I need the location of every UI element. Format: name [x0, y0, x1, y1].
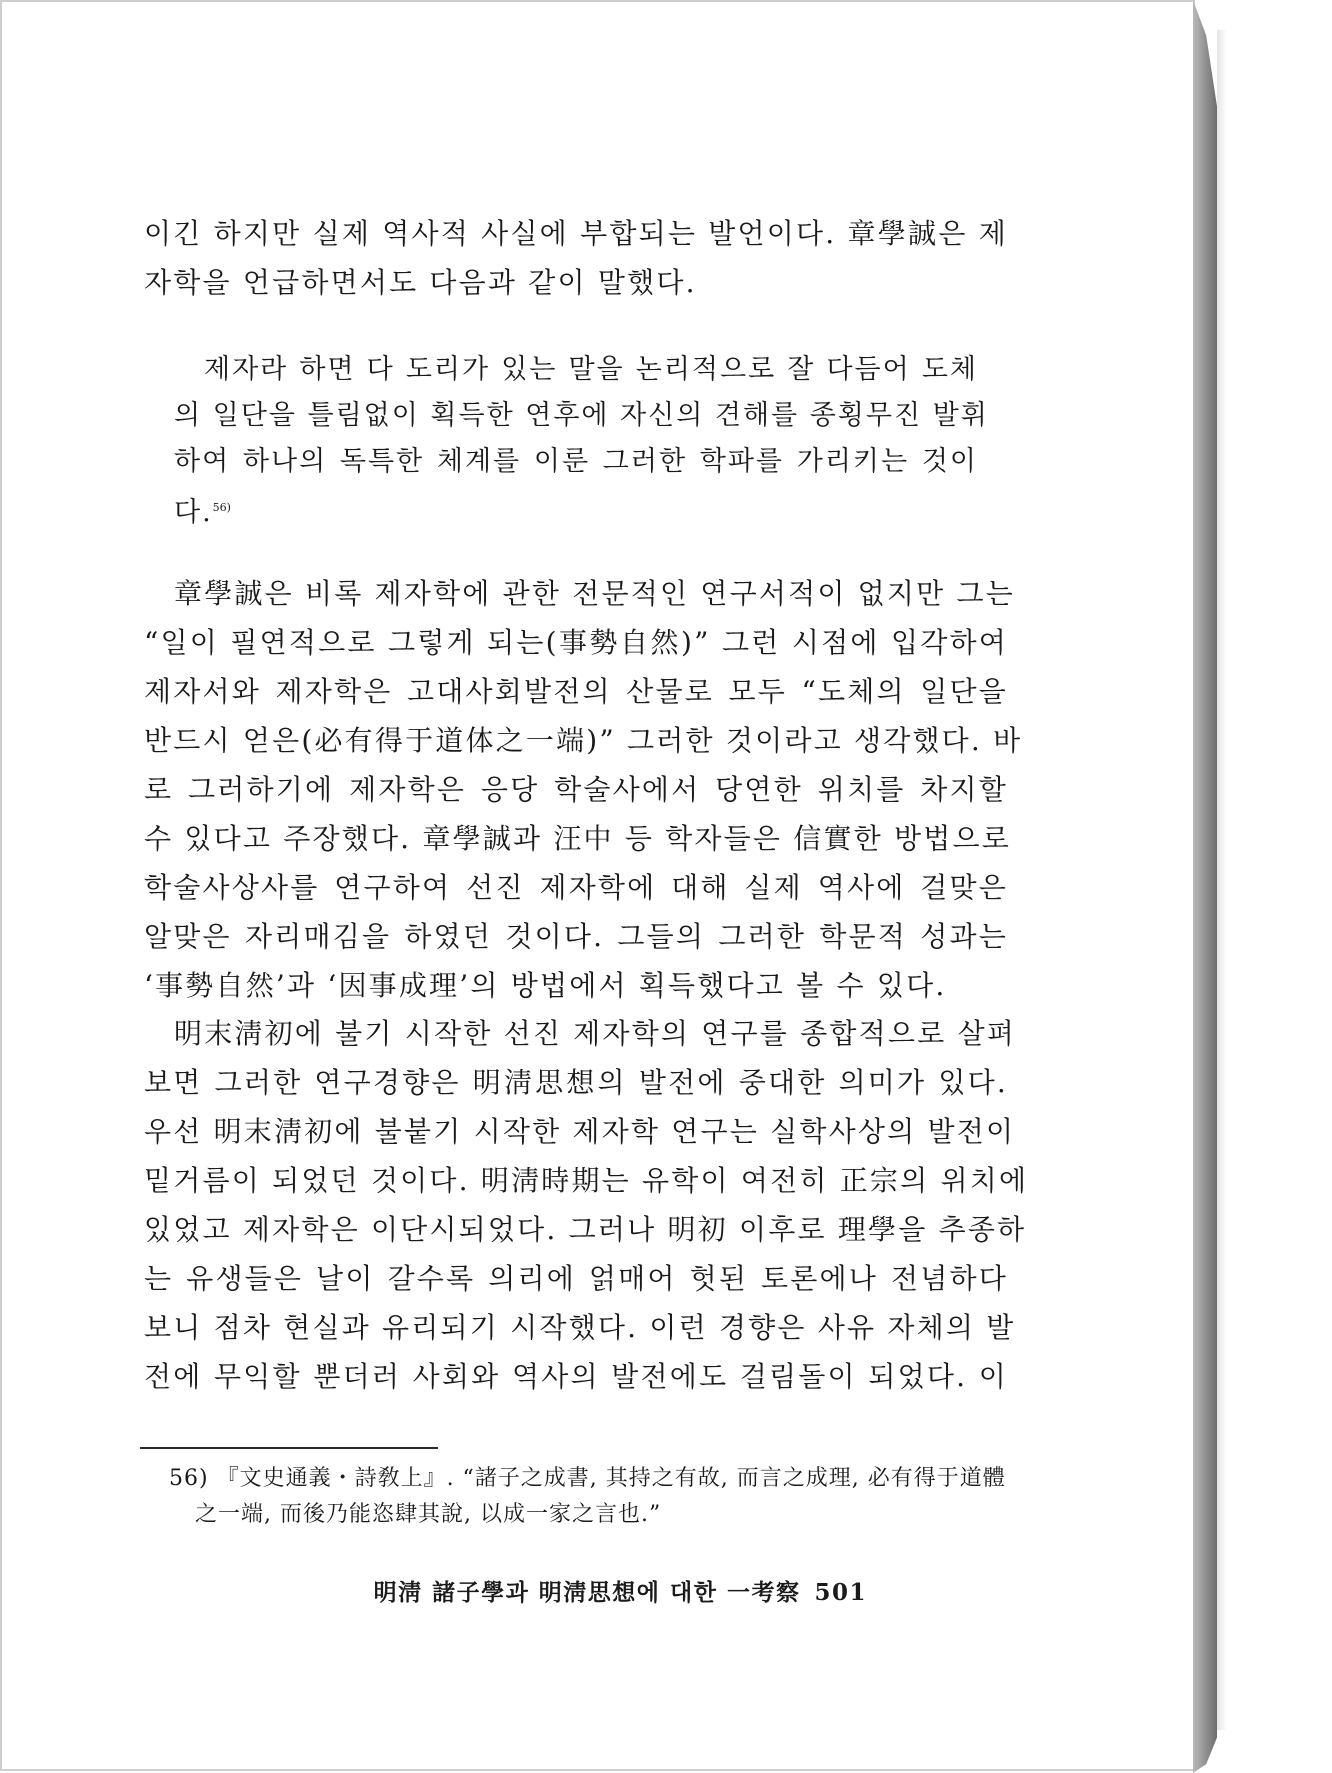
paragraph-3-line: 전에 무익할 뿐더러 사회와 역사의 발전에도 걸림돌이 되었다. 이 [144, 1360, 1008, 1393]
quote-line: 하여 하나의 독특한 체계를 이룬 그러한 학파를 가리키는 것이 [174, 446, 978, 477]
paragraph-3-line: 明末淸初에 불기 시작한 선진 제자학의 연구를 종합적으로 살펴 [174, 1017, 1016, 1050]
paragraph-2-line: 학술사상사를 연구하여 선진 제자학에 대해 실제 역사에 걸맞은 [144, 871, 1008, 904]
paragraph-3-line: 는 유생들은 날이 갈수록 의리에 얽매어 헛된 토론에나 전념하다 [144, 1262, 1008, 1295]
page-shadow [1217, 30, 1227, 1730]
paragraph-2-line: 로 그러하기에 제자학은 응당 학술사에서 당연한 위치를 차지할 [144, 773, 1008, 806]
paragraph-2-line: ‘事勢自然’과 ‘因事成理’의 방법에서 획득했다고 볼 수 있다. [144, 969, 947, 1002]
quote-line: 의 일단을 틀림없이 획득한 연후에 자신의 견해를 종횡무진 발휘 [174, 400, 989, 431]
paragraph-1 [144, 209, 1008, 307]
page-stack-edge [1193, 0, 1217, 1773]
paragraph-3-line: 있었고 제자학은 이단시되었다. 그러나 明初 이후로 理學을 추종하 [144, 1213, 1027, 1246]
quote-line: 제자라 하면 다 도리가 있는 말을 논리적으로 잘 다듬어 도체 [204, 354, 978, 385]
paragraph-1-line: 자학을 언급하면서도 다음과 같이 말했다. [144, 266, 697, 299]
paragraph-2-line: “일이 필연적으로 그렇게 되는(事勢自然)” 그런 시점에 입각하여 [144, 626, 1008, 659]
running-footer [374, 1574, 867, 1607]
paragraph-3-line: 우선 明末淸初에 불붙기 시작한 제자학 연구는 실학사상의 발전이 [144, 1115, 1016, 1148]
paragraph-2-line: 제자서와 제자학은 고대사회발전의 산물로 모두 “도체의 일단을 [144, 675, 1008, 708]
paragraph-2-line: 章學誠은 비록 제자학에 관한 전문적인 연구서적이 없지만 그는 [174, 577, 1016, 610]
page-number: 501 [814, 1579, 867, 1606]
block-quote [174, 347, 989, 531]
paragraph-3-line: 보면 그러한 연구경향은 明淸思想의 발전에 중대한 의미가 있다. [144, 1066, 1008, 1099]
footnote-line: 56) 『文史通義・詩敎上』. “諸子之成書, 其持之有故, 而言之成理, 必有得于道體 [169, 1466, 1006, 1491]
paragraph-3-line: 보니 점차 현실과 유리되기 시작했다. 이런 경향은 사유 자체의 발 [144, 1311, 1016, 1344]
paragraph-2 [144, 569, 1023, 1010]
paragraph-2-line: 수 있다고 주장했다. 章學誠과 汪中 등 학자들은 信實한 방법으로 [144, 822, 1012, 855]
paragraph-2-line: 반드시 얻은(必有得于道体之一端)” 그러한 것이라고 생각했다. 바 [144, 724, 1023, 757]
footnote-line: 之一端, 而後乃能恣肆其說, 以成一家之言也.” [195, 1502, 662, 1527]
running-footer-title: 明淸 諸子學과 明淸思想에 대한 一考察 [373, 1579, 801, 1606]
quote-last-line [174, 485, 978, 531]
footnote-reference: 56) [212, 501, 231, 514]
footnote-56 [169, 1461, 1009, 1533]
paragraph-1-line: 이긴 하지만 실제 역사적 사실에 부합되는 발언이다. 章學誠은 제 [144, 217, 1008, 250]
quote-last-line-text: 다. [174, 497, 213, 528]
footnote-divider [140, 1447, 438, 1449]
paragraph-3 [144, 1009, 1029, 1401]
paragraph-3-line: 밑거름이 되었던 것이다. 明淸時期는 유학이 여전히 正宗의 위치에 [144, 1164, 1029, 1197]
paragraph-2-line: 알맞은 자리매김을 하였던 것이다. 그들의 그러한 학문적 성과는 [144, 920, 1008, 953]
